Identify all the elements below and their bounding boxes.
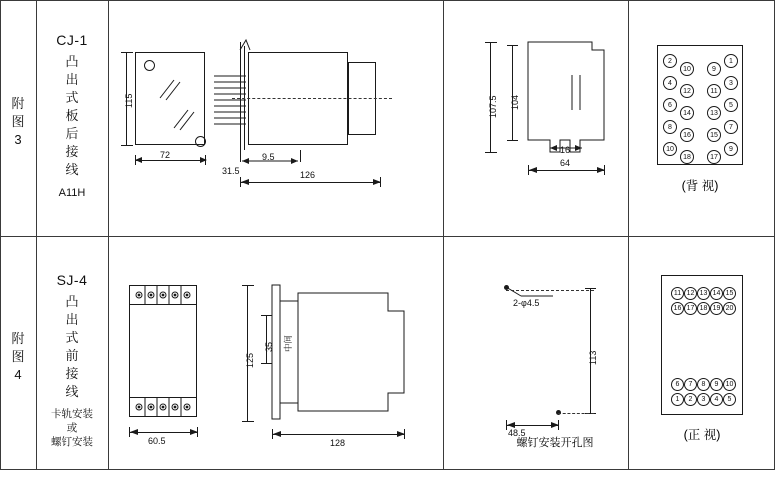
model-block-row1 [40, 32, 104, 202]
figure-label-row2-line2: 图 [11, 349, 25, 364]
row1-terminal-a-4: 10 [663, 142, 677, 156]
model-sub-row1: A11H [58, 187, 86, 199]
row2-terminal-r3-3: 4 [710, 393, 723, 406]
row1-terminal-b-2: 14 [680, 106, 694, 120]
row2-dim-485-text: 48.5 [508, 428, 526, 438]
row1-dim-315-text: 31.5 [222, 166, 240, 176]
model-desc-row2-4: 接 [65, 366, 79, 381]
row2-terminal-r1-3: 19 [710, 302, 723, 315]
row1-terminal-b-0: 10 [680, 62, 694, 76]
row2-dim-35-text: 35 [264, 341, 274, 352]
row1-terminal-b-4: 18 [680, 150, 694, 164]
row2-dim-128-text: 128 [330, 438, 346, 448]
col-divider-2 [108, 0, 109, 469]
model-name-row2: SJ-4 [56, 272, 88, 288]
row1-dim-95-arrows [240, 155, 302, 167]
row2-drill-caption: 螺钉安装开孔图 [516, 437, 594, 449]
figure-label-row1 [4, 95, 32, 149]
figure-label-row1-line3: 3 [14, 132, 22, 147]
row1-dim-104-text: 104 [510, 94, 520, 110]
row1-dim-95-tick-l [240, 150, 241, 162]
row1-side-pins [214, 74, 248, 130]
row2-terminal-r0-0: 11 [671, 287, 684, 300]
model-desc-row2-1: 出 [65, 312, 79, 327]
row1-dim-1075-text: 107.5 [488, 95, 498, 118]
row2-dim-35-line [266, 315, 267, 363]
row2-dim-35-tick-top [261, 315, 272, 316]
row2-dim-125-tick-top [242, 285, 254, 286]
row1-terminal-d-3: 7 [724, 120, 738, 134]
model-desc-row1-0: 凸 [65, 54, 79, 69]
row2-terminal-r2-2: 8 [697, 378, 710, 391]
row1-terminal-d-0: 1 [724, 54, 738, 68]
model-desc-row1-2: 式 [65, 90, 79, 105]
row1-terminal-c-1: 11 [707, 84, 721, 98]
model-desc-row1-4: 后 [65, 126, 79, 141]
row2-terminal-r0-2: 13 [697, 287, 710, 300]
row2-drill-hole-spec: 2-φ4.5 [513, 298, 540, 308]
row1-dim-115-text: 115 [124, 93, 134, 108]
model-desc-row1-5: 接 [65, 144, 79, 159]
col-divider-4 [628, 0, 629, 469]
col-divider-1 [36, 0, 37, 469]
row2-dim-113-tick-top [585, 288, 596, 289]
model-desc-row1-6: 线 [65, 162, 79, 177]
model-mount-row2-2: 螺钉安装 [51, 436, 93, 448]
row2-terminal-r2-1: 7 [684, 378, 697, 391]
row1-dim-126-text: 126 [300, 170, 316, 180]
row2-dim-125-tick-bot [242, 421, 254, 422]
model-desc-row1-1: 出 [65, 72, 79, 87]
row1-terminal-a-2: 6 [663, 98, 677, 112]
row2-dim-113-text: 113 [588, 350, 598, 365]
row1-dim-1075-tick-bot [485, 152, 497, 153]
model-desc-row2-2: 式 [65, 330, 79, 345]
row1-terminal-a-3: 8 [663, 120, 677, 134]
row2-terminal-r2-0: 6 [671, 378, 684, 391]
row1-dim-1075-tick-top [485, 42, 497, 43]
row2-drill-ext-top [506, 290, 594, 291]
row1-terminal-a-1: 4 [663, 76, 677, 90]
row1-dim-115-tick-top [121, 52, 133, 53]
row2-terminal-r2-4: 10 [723, 378, 736, 391]
figure-label-row2 [4, 330, 32, 384]
row2-terminal-r3-4: 5 [723, 393, 736, 406]
row1-dim-104-tick-bot [507, 140, 518, 141]
row1-dim-64-text: 64 [560, 158, 571, 168]
row1-terminal-caption: (背 视) [681, 179, 719, 193]
row2-terminal-r1-1: 17 [684, 302, 697, 315]
row2-terminal-r0-1: 12 [684, 287, 697, 300]
row2-terminal-r1-0: 16 [671, 302, 684, 315]
row2-terminal-r3-2: 3 [697, 393, 710, 406]
model-desc-row2-5: 线 [65, 384, 79, 399]
row2-terminal-r3-1: 2 [684, 393, 697, 406]
table-border-bottom [0, 469, 775, 470]
row2-terminal-r3-0: 1 [671, 393, 684, 406]
row2-terminal-caption: (正 视) [683, 428, 721, 442]
row2-side-outline [268, 283, 414, 423]
row2-center-label: 中间 [283, 334, 293, 352]
row2-drill-ext-bottom [558, 413, 594, 414]
row1-dim-72-arrows [130, 154, 212, 168]
table-border-left [0, 0, 1, 469]
row1-terminal-c-2: 13 [707, 106, 721, 120]
row1-terminal-d-4: 9 [724, 142, 738, 156]
row2-dim-35-tick-bot [261, 363, 272, 364]
row1-dim-95-tick-r [300, 150, 301, 162]
figure-label-row1-line1: 附 [11, 96, 25, 111]
row1-front-hatch [150, 70, 210, 140]
row1-terminal-a-0: 2 [663, 54, 677, 68]
row1-dim-72-text: 72 [160, 150, 171, 160]
table-border-top [0, 0, 775, 1]
figure-label-row1-line2: 图 [11, 114, 25, 129]
row1-side-flange-tip [236, 38, 252, 52]
model-name-row1: CJ-1 [56, 32, 88, 48]
row2-dim-605-text: 60.5 [148, 436, 166, 446]
row1-terminal-c-3: 15 [707, 128, 721, 142]
row1-terminal-b-3: 16 [680, 128, 694, 142]
row2-front-screws [129, 285, 197, 417]
row1-dim-104-line [512, 45, 513, 140]
row1-terminal-b-1: 12 [680, 84, 694, 98]
model-desc-row1-3: 板 [65, 108, 79, 123]
row1-dim-16-arrows [548, 140, 588, 152]
row1-terminal-d-1: 3 [724, 76, 738, 90]
row2-dim-125-text: 125 [245, 352, 255, 368]
row1-dim-104-tick-top [507, 45, 518, 46]
row1-dim-95-text: 9.5 [262, 152, 275, 162]
row1-side-centerline [232, 98, 392, 99]
row1-dim-115-tick-bot [121, 145, 133, 146]
row1-terminal-c-4: 17 [707, 150, 721, 164]
row1-terminal-d-2: 5 [724, 98, 738, 112]
row2-terminal-r2-3: 9 [710, 378, 723, 391]
model-desc-row2-3: 前 [65, 348, 79, 363]
row2-terminal-r0-3: 14 [710, 287, 723, 300]
model-block-row2 [40, 272, 104, 449]
row2-terminal-r1-4: 20 [723, 302, 736, 315]
row2-terminal-r1-2: 18 [697, 302, 710, 315]
model-mount-row2-0: 卡轨安装 [51, 408, 93, 420]
model-desc-row2-0: 凸 [65, 294, 79, 309]
col-divider-3 [443, 0, 444, 469]
model-mount-row2-1: 或 [66, 422, 78, 434]
row1-terminal-c-0: 9 [707, 62, 721, 76]
row1-dim-16-text: 16 [560, 145, 571, 155]
table-row-divider [0, 236, 775, 237]
figure-label-row2-line1: 附 [11, 331, 25, 346]
row2-terminal-r0-4: 15 [723, 287, 736, 300]
figure-label-row2-line3: 4 [14, 367, 22, 382]
